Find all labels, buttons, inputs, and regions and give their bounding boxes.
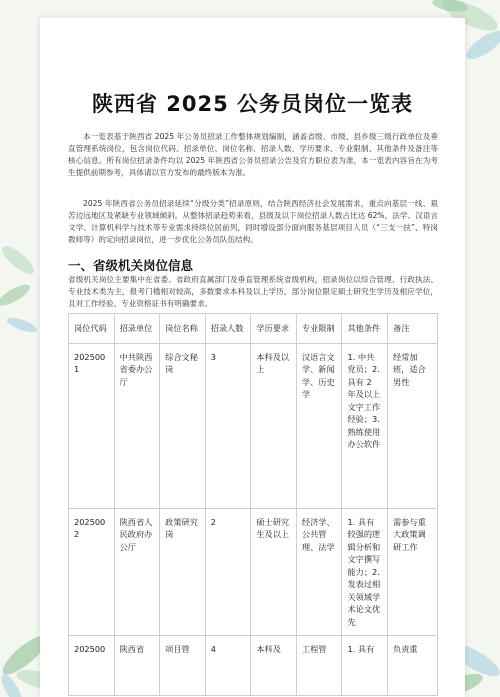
document-title: 陕西省 2025 公务员岗位一览表 bbox=[91, 92, 414, 116]
header-recruiting-unit: 招录单位 bbox=[114, 314, 160, 344]
cell-unit: 中共陕西省委办公厅 bbox=[114, 343, 160, 508]
header-conditions: 其他条件 bbox=[342, 314, 388, 344]
table-header-row bbox=[69, 314, 438, 344]
header-headcount: 招录人数 bbox=[205, 314, 251, 344]
header-position-name: 岗位名称 bbox=[160, 314, 206, 344]
cell-code: 2025002 bbox=[69, 508, 115, 636]
header-position-code: 岗位代码 bbox=[69, 314, 115, 344]
table-row bbox=[69, 343, 438, 508]
cell-education: 本科及 bbox=[251, 636, 297, 696]
cell-unit: 陕西省人民政府办公厅 bbox=[114, 508, 160, 636]
header-major: 专业限制 bbox=[296, 314, 342, 344]
overview-paragraph: 2025 年陕西省公务员招录延续“分级分类”招录原则，结合陕西经济社会发展需求，重点向基层一线、艰苦边远地区及紧缺专业领域倾斜。从整体招录趋势来看，县级及以下岗位招录人数占比达 62%，法学、汉语言文学、计算机科学与技术等专业需求持续位居前列，同时增设部分面向服务基层项目人员（“三支一扶”、特岗教师等）的定向招录岗位，进一步优化公务员队伍结构。 bbox=[68, 199, 438, 244]
cell-position: 项目管 bbox=[160, 636, 206, 696]
leaf-decoration-left bbox=[0, 230, 45, 340]
cell-code: 202500 bbox=[69, 636, 115, 696]
cell-note: 需参与重大政策调研工作 bbox=[388, 508, 438, 636]
section-heading-provincial: 一、省级机关岗位信息 bbox=[68, 258, 194, 273]
section-description-provincial: 省级机关岗位主要集中在省委、省政府直属部门及垂直管理系统省级机构，招录岗位以综合管理、行政执法、专业技术类为主，报考门槛相对较高，多数要求本科及以上学历，部分岗位限定硕士研究生学历及相应学位，且对工作经验、专业资格证书有明确要求。 bbox=[68, 275, 438, 308]
header-note: 备注 bbox=[388, 314, 438, 344]
document-page bbox=[40, 18, 465, 697]
cell-education: 硕士研究生及以上 bbox=[251, 508, 297, 636]
cell-note: 负责重 bbox=[388, 636, 438, 696]
cell-unit: 陕西省 bbox=[114, 636, 160, 696]
cell-count: 3 bbox=[205, 343, 251, 508]
cell-conditions: 1. 具有 bbox=[342, 636, 388, 696]
cell-major: 汉语言文学、新闻学、历史学 bbox=[296, 343, 342, 508]
table-row bbox=[69, 636, 438, 696]
cell-position: 综合文秘岗 bbox=[160, 343, 206, 508]
cell-conditions: 1. 具有较强的逻辑分析和文字撰写能力；2. 发表过相关领域学术论文优先 bbox=[342, 508, 388, 636]
cell-note: 经常加班，适合男性 bbox=[388, 343, 438, 508]
cell-position: 政策研究岗 bbox=[160, 508, 206, 636]
cell-code: 2025001 bbox=[69, 343, 115, 508]
cell-conditions: 1. 中共党员；2. 具有 2 年及以上文字工作经验；3. 熟练使用办公软件 bbox=[342, 343, 388, 508]
cell-education: 本科及以上 bbox=[251, 343, 297, 508]
cell-major: 工程管 bbox=[296, 636, 342, 696]
intro-paragraph: 本一览表基于陕西省 2025 年公务员招录工作整体规划编制，涵盖省级、市级、县乡级三级行政单位及垂直管理系统岗位，包含岗位代码、招录单位、岗位名称、招录人数、学历要求、专业限制、其他条件及备注等核心信息。所有岗位招录条件均以 2025 年陕西省公务员招录公告及官方职位表为准，本一览表内容旨在为考生提供前期参考，具体请以官方发布的最终版本为准。 bbox=[68, 132, 438, 177]
cell-count: 2 bbox=[205, 508, 251, 636]
header-education: 学历要求 bbox=[251, 314, 297, 344]
cell-major: 经济学、公共管理、法学 bbox=[296, 508, 342, 636]
table-row bbox=[69, 508, 438, 636]
positions-table bbox=[68, 313, 438, 696]
cell-count: 4 bbox=[205, 636, 251, 696]
